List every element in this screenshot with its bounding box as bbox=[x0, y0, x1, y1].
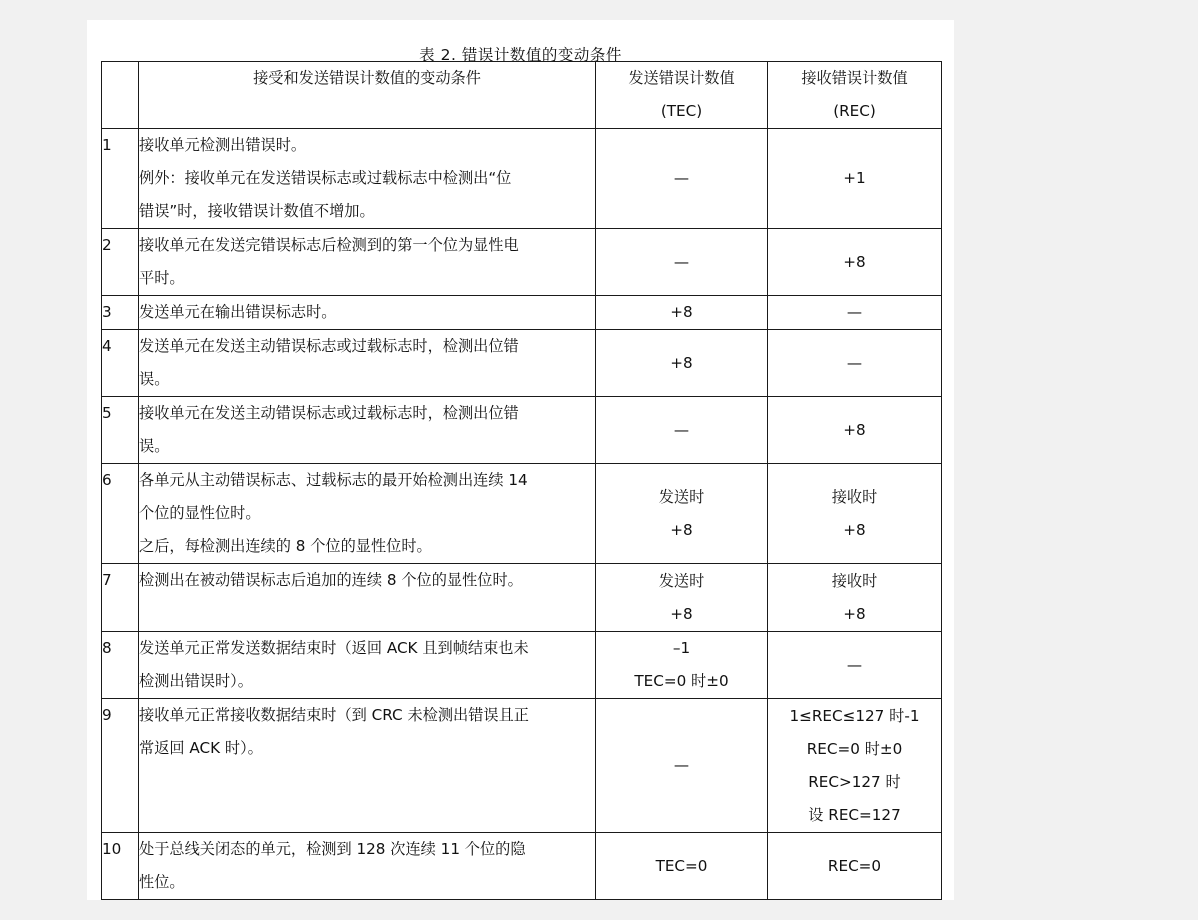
tec-cell bbox=[596, 397, 768, 464]
rec-cell-line: +8 bbox=[843, 252, 866, 271]
table-row bbox=[102, 632, 942, 699]
error-counter-table bbox=[101, 61, 942, 900]
tec-cell-line: +8 bbox=[670, 303, 693, 321]
condition-cell bbox=[139, 833, 596, 900]
header-number bbox=[102, 62, 139, 129]
rec-cell bbox=[768, 464, 942, 564]
tec-cell-line: +8 bbox=[670, 353, 693, 372]
table-row bbox=[102, 229, 942, 296]
table-row bbox=[102, 330, 942, 397]
condition-cell bbox=[139, 129, 596, 229]
condition-cell-line: 接收单元在发送主动错误标志或过载标志时，检测出位错 bbox=[139, 404, 519, 422]
condition-cell bbox=[139, 699, 596, 833]
rec-cell-line: — bbox=[846, 303, 863, 321]
condition-cell-line: 误。 bbox=[139, 370, 170, 388]
condition-cell-line: 常返回 ACK 时）。 bbox=[139, 739, 263, 757]
header-tec-line: (TEC) bbox=[660, 102, 703, 120]
rec-cell-line: +8 bbox=[843, 604, 866, 623]
rec-cell bbox=[768, 129, 942, 229]
condition-cell-line: 错误”时，接收错误计数值不增加。 bbox=[139, 202, 375, 220]
condition-cell-line: 处于总线关闭态的单元，检测到 128 次连续 11 个位的隐 bbox=[139, 840, 526, 858]
condition-cell-line: 检测出在被动错误标志后追加的连续 8 个位的显性位时。 bbox=[139, 571, 523, 589]
table-row bbox=[102, 833, 942, 900]
rec-cell bbox=[768, 564, 942, 632]
condition-cell-line: 接收单元正常接收数据结束时（到 CRC 未检测出错误且正 bbox=[139, 706, 529, 724]
tec-cell-line: +8 bbox=[670, 520, 693, 539]
rec-cell-line: 接收时 bbox=[831, 571, 878, 590]
tec-cell bbox=[596, 229, 768, 296]
tec-cell-line: — bbox=[673, 756, 690, 774]
condition-cell bbox=[139, 564, 596, 632]
rec-cell-line: — bbox=[846, 655, 863, 674]
rec-cell bbox=[768, 397, 942, 464]
table-header-row bbox=[102, 62, 942, 129]
condition-cell-line: 发送单元在输出错误标志时。 bbox=[139, 303, 337, 321]
rec-cell-line: 接收时 bbox=[831, 487, 878, 506]
tec-cell-line: — bbox=[673, 169, 690, 187]
condition-cell bbox=[139, 296, 596, 330]
row-number: 4 bbox=[102, 330, 139, 397]
tec-cell-line: –1 bbox=[672, 639, 691, 657]
tec-cell-line: TEC=0 时±0 bbox=[634, 672, 729, 690]
header-tec-line: 发送错误计数值 bbox=[628, 69, 735, 87]
table-row bbox=[102, 464, 942, 564]
rec-cell-line: 1≤REC≤127 时-1 bbox=[789, 706, 920, 725]
condition-cell-line: 之后，每检测出连续的 8 个位的显性位时。 bbox=[139, 537, 432, 555]
rec-cell-line: 设 REC=127 bbox=[808, 805, 901, 824]
condition-cell bbox=[139, 330, 596, 397]
rec-cell-line: +1 bbox=[843, 169, 866, 187]
tec-cell-line: — bbox=[673, 252, 690, 271]
row-number: 5 bbox=[102, 397, 139, 464]
condition-cell-line: 发送单元在发送主动错误标志或过载标志时，检测出位错 bbox=[139, 337, 519, 355]
rec-cell-line: +8 bbox=[843, 520, 866, 539]
tec-cell bbox=[596, 632, 768, 699]
tec-cell-line: +8 bbox=[670, 604, 693, 623]
condition-cell-line: 性位。 bbox=[139, 873, 185, 891]
tec-cell bbox=[596, 296, 768, 330]
header-rec bbox=[768, 62, 942, 129]
rec-cell bbox=[768, 833, 942, 900]
row-number: 3 bbox=[102, 296, 139, 330]
table-row bbox=[102, 397, 942, 464]
tec-cell bbox=[596, 564, 768, 632]
row-number: 7 bbox=[102, 564, 139, 632]
tec-cell bbox=[596, 330, 768, 397]
rec-cell bbox=[768, 296, 942, 330]
rec-cell-line: REC=0 bbox=[827, 856, 882, 875]
tec-cell-line: — bbox=[673, 420, 690, 439]
condition-cell bbox=[139, 464, 596, 564]
condition-cell bbox=[139, 229, 596, 296]
tec-cell-line: 发送时 bbox=[658, 571, 705, 590]
condition-cell bbox=[139, 397, 596, 464]
header-condition: 接受和发送错误计数值的变动条件 bbox=[139, 62, 596, 129]
condition-cell-line: 例外：接收单元在发送错误标志或过载标志中检测出“位 bbox=[139, 169, 512, 187]
tec-cell bbox=[596, 699, 768, 833]
table-row bbox=[102, 296, 942, 330]
tec-cell bbox=[596, 833, 768, 900]
condition-cell-line: 发送单元正常发送数据结束时（返回 ACK 且到帧结束也未 bbox=[139, 639, 529, 657]
condition-cell-line: 各单元从主动错误标志、过载标志的最开始检测出连续 14 bbox=[139, 471, 528, 489]
condition-cell-line: 接收单元检测出错误时。 bbox=[139, 136, 307, 154]
rec-cell-line: REC>127 时 bbox=[808, 772, 901, 791]
rec-cell-line: +8 bbox=[843, 420, 866, 439]
header-rec-line: (REC) bbox=[833, 102, 876, 120]
condition-cell-line: 误。 bbox=[139, 437, 170, 455]
rec-cell-line: — bbox=[846, 353, 863, 372]
condition-cell-line: 个位的显性位时。 bbox=[139, 504, 261, 522]
row-number: 10 bbox=[102, 833, 139, 900]
rec-cell bbox=[768, 632, 942, 699]
tec-cell-line: 发送时 bbox=[658, 487, 705, 506]
rec-cell bbox=[768, 229, 942, 296]
header-tec bbox=[596, 62, 768, 129]
rec-cell bbox=[768, 699, 942, 833]
table-row bbox=[102, 564, 942, 632]
table-row bbox=[102, 129, 942, 229]
condition-cell-line: 接收单元在发送完错误标志后检测到的第一个位为显性电 bbox=[139, 236, 519, 254]
table-row bbox=[102, 699, 942, 833]
tec-cell-line: TEC=0 bbox=[655, 856, 708, 875]
condition-cell-line: 检测出错误时）。 bbox=[139, 672, 253, 690]
document-page bbox=[87, 20, 954, 900]
tec-cell bbox=[596, 464, 768, 564]
row-number: 6 bbox=[102, 464, 139, 564]
rec-cell-line: REC=0 时±0 bbox=[806, 739, 903, 758]
table-caption: 表 2. 错误计数值的变动条件 bbox=[419, 46, 622, 64]
row-number: 2 bbox=[102, 229, 139, 296]
row-number: 9 bbox=[102, 699, 139, 833]
row-number: 1 bbox=[102, 129, 139, 229]
rec-cell bbox=[768, 330, 942, 397]
condition-cell bbox=[139, 632, 596, 699]
header-rec-line: 接收错误计数值 bbox=[801, 69, 908, 87]
row-number: 8 bbox=[102, 632, 139, 699]
tec-cell bbox=[596, 129, 768, 229]
condition-cell-line: 平时。 bbox=[139, 269, 185, 287]
